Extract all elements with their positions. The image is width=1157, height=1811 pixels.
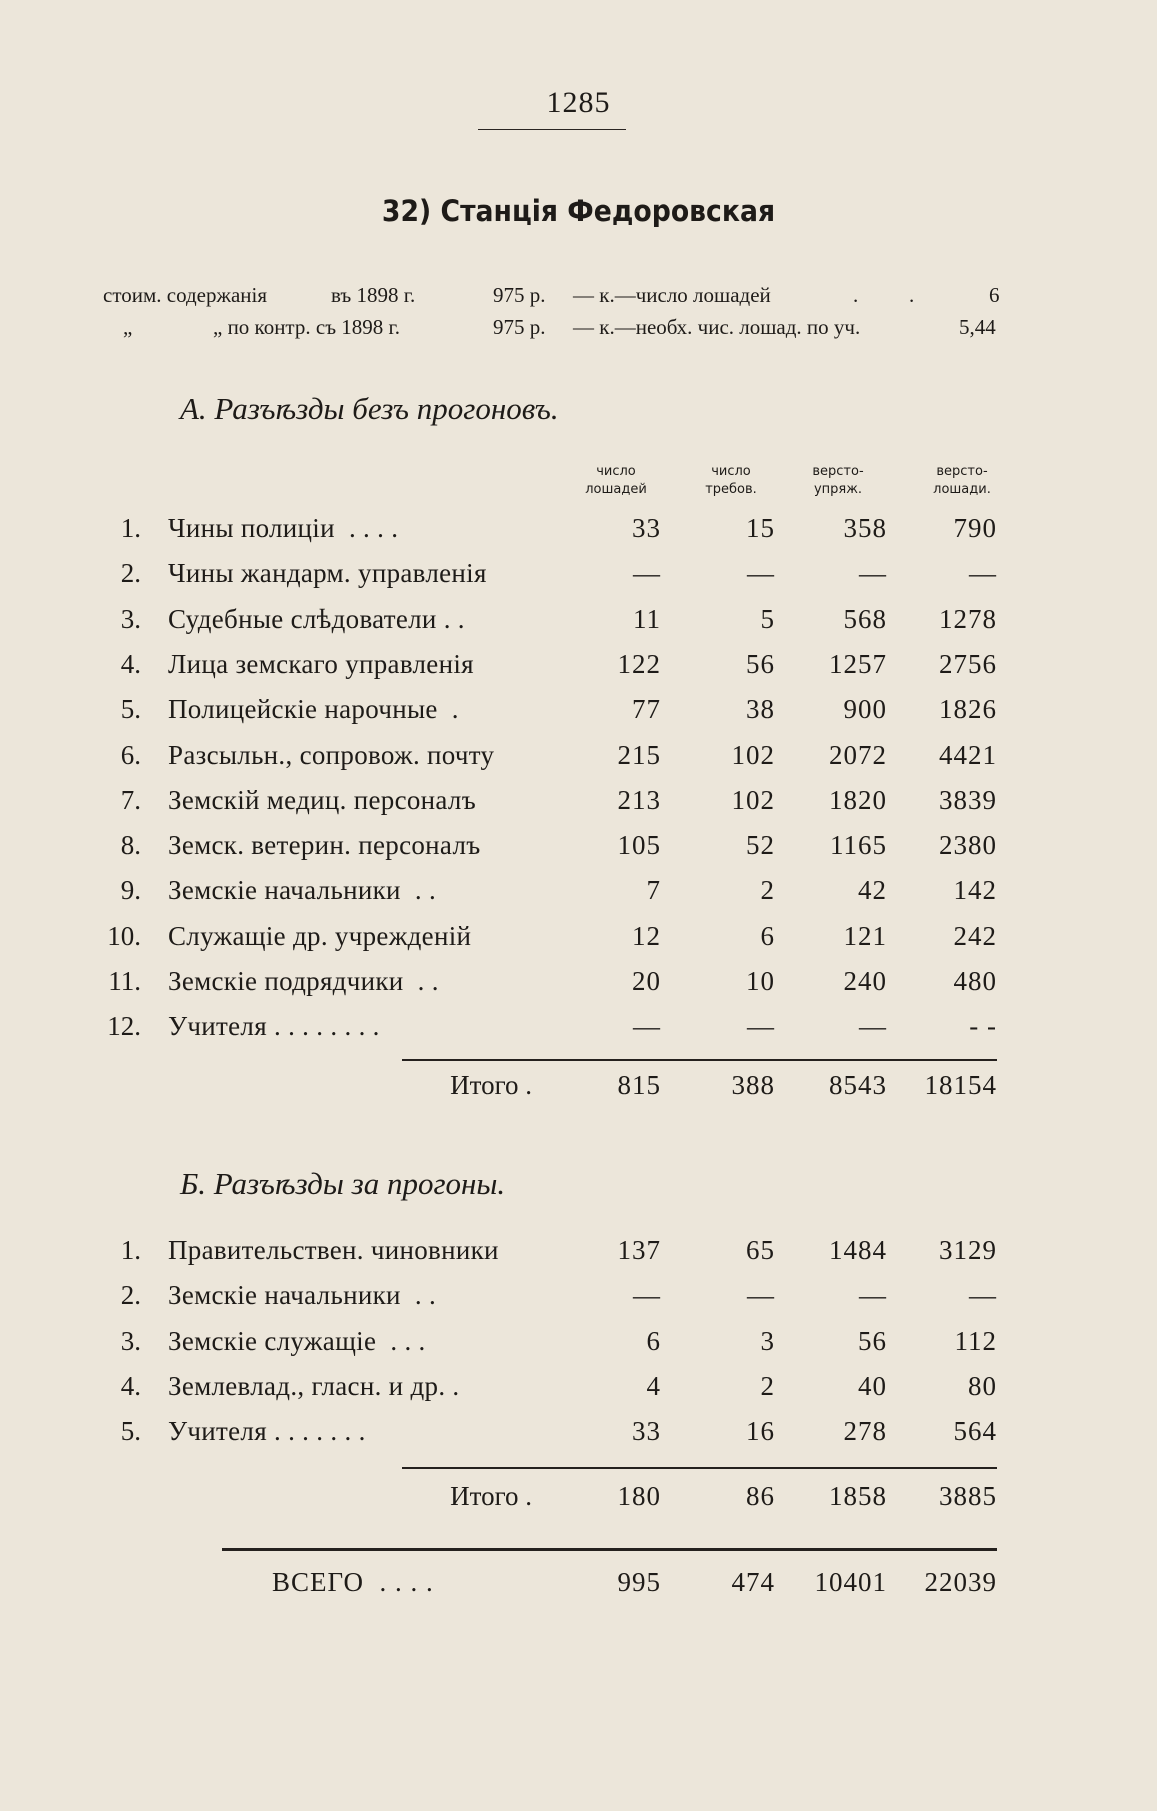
section-b-total-row [0,1481,1157,1521]
grand-total-label: ВСЕГО . . . . [272,1567,434,1597]
row-number: 4. [120,1370,141,1401]
row-value: 40 [858,1370,887,1401]
table-row [0,558,1157,598]
row-value: 242 [953,920,997,951]
row-label: Чины жандарм. управленія [168,558,487,589]
row-value: 6 [646,1325,661,1356]
table-row [0,604,1157,644]
row-number: 5. [120,1416,141,1447]
table-row [0,1371,1157,1411]
row-value: 1820 [829,784,887,815]
row-label: Служащіе др. учрежденій [168,920,472,951]
column-header-verst-horses-line: версто- [936,464,988,479]
section-a-total-rule [402,1059,997,1061]
row-value: 142 [953,875,997,906]
row-value: 240 [843,966,887,996]
row-value: — [747,1280,775,1311]
row-label: Разсыльн., сопровож. почту [168,739,495,770]
table-row [0,785,1157,825]
row-label: Учителя . . . . . . . [168,1416,366,1447]
row-label: Земск. ветерин. персоналъ [168,830,481,861]
section-a-total-row [0,1070,1157,1110]
row-label: Земскіе начальники . . [168,1280,436,1311]
grand-total-row [0,1567,1157,1607]
column-header-verst-harness-line: упряж. [813,482,863,497]
cost-line-1-c6: . [909,283,915,307]
row-value: 137 [617,1235,661,1265]
row-value: 358 [843,513,887,543]
total-value: 388 [731,1070,775,1100]
row-number: 1. [120,513,141,543]
table-row [0,694,1157,734]
total-value: 180 [617,1481,661,1511]
cost-line-1 [103,283,1003,311]
row-value: — [859,1011,887,1042]
row-number: 3. [120,1325,141,1356]
row-value: 2756 [939,648,997,679]
station-title: 32) Станція Федоровская [381,194,776,228]
column-headers [0,463,1157,507]
row-number: 9. [120,875,141,906]
row-value: — [633,1280,661,1311]
row-value: - - [969,1011,997,1042]
cost-line-1-c5: . [853,283,859,307]
row-value: — [747,558,775,589]
row-value: 10 [746,966,775,996]
row-label: Чины полиціи . . . . [168,513,399,543]
table-row [0,1235,1157,1275]
column-header-horses-line: лошадей [585,482,647,497]
row-value: 102 [731,739,775,770]
grand-total-value: 995 [617,1567,661,1597]
row-value: 112 [954,1325,997,1356]
row-value: 56 [858,1325,887,1356]
column-header-verst-horses [907,463,1017,499]
row-value: 4421 [939,739,997,770]
row-value: 56 [746,648,775,679]
row-value: 2 [760,875,775,906]
row-number: 2. [120,558,141,589]
grand-total-value: 22039 [924,1567,997,1597]
column-header-verst-harness-line: версто- [812,464,864,479]
row-value: 1484 [829,1235,887,1265]
row-label: Лица земскаго управленія [168,648,474,679]
row-value: 122 [617,648,661,679]
row-label: Земскіе подрядчики . . [168,966,439,996]
row-value: 42 [858,875,887,906]
grand-total-value: 10401 [814,1567,887,1597]
row-value: 33 [632,1416,661,1447]
row-value: 790 [953,513,997,543]
row-value: 52 [746,830,775,861]
row-value: 33 [632,513,661,543]
row-label: Судебные слѣдователи . . [168,603,465,634]
row-value: 15 [746,513,775,543]
row-value: — [969,558,997,589]
row-value: — [633,558,661,589]
table-row [0,830,1157,870]
row-value: 20 [632,966,661,996]
row-value: 105 [617,830,661,861]
grand-total-value: 474 [731,1567,775,1597]
row-number: 5. [120,694,141,725]
cost-line-2-c7: 5,44 [959,315,996,339]
row-value: 7 [646,875,661,906]
cost-line-2-c2: „ по контр. съ 1898 г. [213,315,401,339]
column-header-requests-line: требов. [705,482,757,497]
row-value: 11 [633,603,661,634]
row-value: 1257 [829,648,887,679]
row-label: Земскіе служащіе . . . [168,1325,426,1356]
row-value: 564 [953,1416,997,1447]
cost-line-2-c1: „ [123,315,133,339]
row-number: 7. [120,784,141,815]
row-value: 3 [760,1325,775,1356]
column-header-requests [676,463,786,499]
total-value: 3885 [939,1481,997,1511]
row-value: — [747,1011,775,1042]
row-number: 11. [108,966,141,996]
section-b-total-rule [402,1467,997,1469]
row-value: 215 [617,739,661,770]
column-header-horses-line: число [596,464,636,479]
row-label: Землевлад., гласн. и др. . [168,1370,460,1401]
column-header-verst-horses-line: лошади. [933,482,991,497]
row-value: 900 [843,694,887,725]
row-number: 12. [107,1011,141,1042]
row-value: 5 [760,603,775,634]
total-label: Итого . [450,1070,532,1100]
page-number-rule [478,129,626,130]
row-number: 8. [120,830,141,861]
cost-line-1-c1: стоим. содержанія [103,283,268,307]
row-value: 213 [617,784,661,815]
table-row [0,649,1157,689]
row-value: 6 [760,920,775,951]
row-value: — [859,1280,887,1311]
column-header-horses [561,463,671,499]
table-row [0,1280,1157,1320]
row-value: 1278 [939,603,997,634]
table-row [0,875,1157,915]
row-value: 121 [843,920,887,951]
row-value: 80 [968,1370,997,1401]
total-value: 1858 [829,1481,887,1511]
total-value: 8543 [829,1070,887,1100]
row-value: 3129 [939,1235,997,1265]
row-label: Правительствен. чиновники [168,1235,499,1265]
cost-line-2 [103,315,1003,343]
grand-total-rule [222,1548,997,1551]
row-label: Учителя . . . . . . . . [168,1011,380,1042]
cost-line-1-c3: 975 р. [493,283,546,307]
row-value: 12 [632,920,661,951]
row-value: 2072 [829,739,887,770]
row-number: 6. [120,739,141,770]
row-label: Земскій медиц. персоналъ [168,784,476,815]
row-value: — [859,558,887,589]
table-row [0,966,1157,1006]
table-row [0,1416,1157,1456]
row-value: 480 [953,966,997,996]
table-row [0,1326,1157,1366]
row-value: 568 [843,603,887,634]
section-b-heading: Б. Разъѣзды за прогоны. [180,1166,506,1201]
row-value: 3839 [939,784,997,815]
cost-line-1-c4: — к.—число лошадей [573,283,771,307]
row-value: 278 [843,1416,887,1447]
cost-line-2-c3: 975 р. [493,315,546,339]
row-value: 102 [731,784,775,815]
row-value: 4 [646,1370,661,1401]
row-value: 1165 [830,830,887,861]
row-number: 4. [120,648,141,679]
row-value: — [969,1280,997,1311]
table-row [0,513,1157,553]
row-value: — [633,1011,661,1042]
row-value: 77 [632,694,661,725]
row-label: Земскіе начальники . . [168,875,436,906]
row-number: 2. [120,1280,141,1311]
table-row [0,1011,1157,1051]
page-number: 1285 [546,86,611,119]
row-label: Полицейскіе нарочные . [168,694,459,725]
row-number: 3. [120,603,141,634]
total-value: 86 [746,1481,775,1511]
total-value: 815 [617,1070,661,1100]
table-row [0,740,1157,780]
row-value: 65 [746,1235,775,1265]
total-label: Итого . [450,1481,532,1511]
total-value: 18154 [924,1070,997,1100]
table-row [0,921,1157,961]
cost-line-2-c4: — к.—необх. чис. лошад. по уч. [573,315,861,339]
row-number: 10. [107,920,141,951]
row-value: 16 [746,1416,775,1447]
cost-line-1-c2: въ 1898 г. [331,283,416,307]
column-header-requests-line: число [711,464,751,479]
cost-line-1-c7: 6 [989,283,1000,307]
row-number: 1. [120,1235,141,1265]
row-value: 2380 [939,830,997,861]
row-value: 1826 [939,694,997,725]
section-a-heading: А. Разъѣзды безъ прогоновъ. [180,391,559,426]
row-value: 2 [760,1370,775,1401]
column-header-verst-harness [783,463,893,499]
row-value: 38 [746,694,775,725]
